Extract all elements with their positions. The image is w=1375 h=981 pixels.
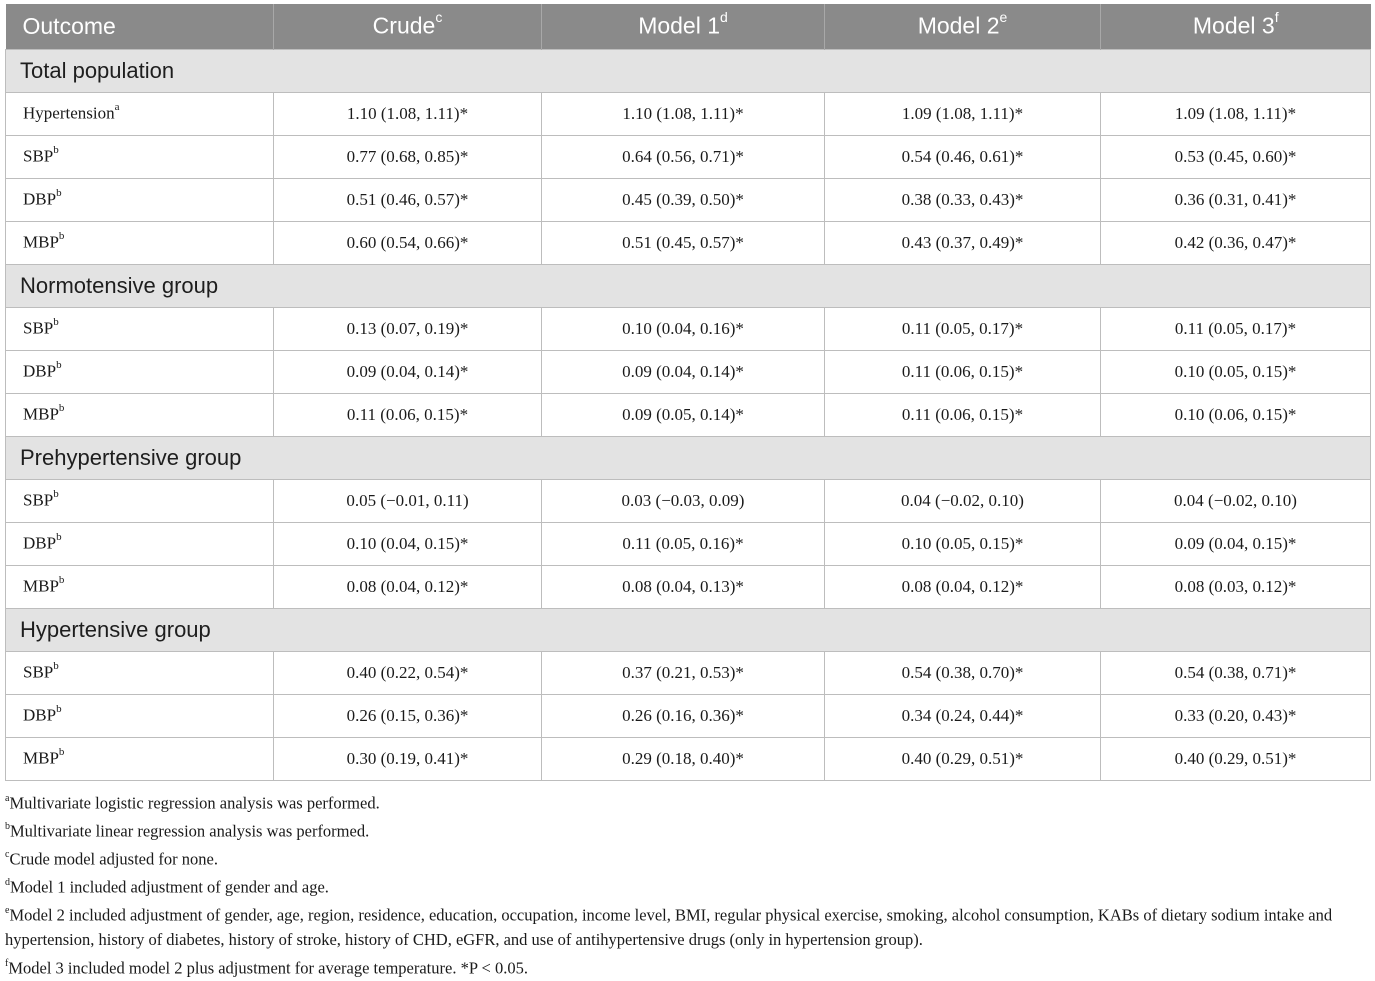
outcome-superscript: b: [58, 402, 65, 415]
value-cell: 0.05 (−0.01, 0.11): [274, 479, 542, 522]
outcome-name: SBP: [23, 662, 54, 682]
value-cell: 0.51 (0.45, 0.57)*: [542, 221, 825, 264]
value-cell: 0.08 (0.03, 0.12)*: [1101, 565, 1371, 608]
outcome-name: DBP: [23, 705, 57, 725]
table-row: [6, 135, 1371, 178]
table-row: [6, 479, 1371, 522]
outcome-superscript: b: [56, 359, 62, 372]
value-cell: 0.40 (0.22, 0.54)*: [274, 651, 542, 694]
footnote: [5, 816, 1370, 844]
value-cell: 0.33 (0.20, 0.43)*: [1101, 694, 1371, 737]
value-cell: 0.51 (0.46, 0.57)*: [274, 178, 542, 221]
value-cell: 0.10 (0.04, 0.16)*: [542, 307, 825, 350]
value-cell: 0.09 (0.05, 0.14)*: [542, 393, 825, 436]
value-cell: 0.09 (0.04, 0.14)*: [274, 350, 542, 393]
table-row: [6, 565, 1371, 608]
outcome-cell: [6, 522, 274, 565]
outcome-superscript: a: [114, 101, 120, 114]
outcome-cell: [6, 221, 274, 264]
footnote: [5, 844, 1370, 872]
outcome-cell: [6, 694, 274, 737]
table-row: [6, 350, 1371, 393]
outcome-name: DBP: [23, 361, 57, 381]
column-header-superscript: e: [999, 9, 1008, 26]
table-row: [6, 221, 1371, 264]
value-cell: 0.26 (0.15, 0.36)*: [274, 694, 542, 737]
outcome-superscript: b: [53, 488, 59, 501]
value-cell: 0.40 (0.29, 0.51)*: [1101, 737, 1371, 780]
group-title: Total population: [6, 49, 1371, 92]
outcome-superscript: b: [53, 316, 59, 329]
value-cell: 0.11 (0.06, 0.15)*: [825, 393, 1101, 436]
outcome-cell: [6, 565, 274, 608]
outcome-name: DBP: [23, 189, 57, 209]
outcome-name: MBP: [23, 404, 59, 424]
footnote-text: Model 2 included adjustment of gender, age, region, residence, education, occupation, income level, BMI, regular physical exercise, smoking, alcohol consumption, KABs of dietary sodium intake and hypertension, history of diabetes, history of stroke, history of CHD, eGFR, and use of antihypertensive drugs (only in hypertension group).: [5, 905, 1333, 949]
outcome-superscript: b: [58, 574, 65, 587]
outcome-cell: [6, 651, 274, 694]
footnote-marker: c: [5, 849, 10, 860]
value-cell: 0.53 (0.45, 0.60)*: [1101, 135, 1371, 178]
value-cell: 0.54 (0.46, 0.61)*: [825, 135, 1101, 178]
footnote-text: Multivariate linear regression analysis was performed.: [10, 821, 370, 841]
value-cell: 0.45 (0.39, 0.50)*: [542, 178, 825, 221]
column-header-outcome: [6, 4, 274, 49]
group-header-row: [6, 608, 1371, 651]
footnote-marker: f: [5, 957, 9, 969]
value-cell: 1.10 (1.08, 1.11)*: [274, 92, 542, 135]
value-cell: 0.03 (−0.03, 0.09): [542, 479, 825, 522]
outcome-name: DBP: [23, 533, 57, 553]
column-header-superscript: f: [1274, 9, 1279, 26]
table-header: [6, 4, 1371, 49]
table-row: [6, 393, 1371, 436]
value-cell: 0.10 (0.05, 0.15)*: [1101, 350, 1371, 393]
value-cell: 0.11 (0.06, 0.15)*: [274, 393, 542, 436]
outcome-name: MBP: [23, 748, 59, 768]
value-cell: 0.09 (0.04, 0.15)*: [1101, 522, 1371, 565]
value-cell: 0.54 (0.38, 0.71)*: [1101, 651, 1371, 694]
column-header-superscript: c: [435, 9, 443, 26]
value-cell: 0.04 (−0.02, 0.10): [825, 479, 1101, 522]
value-cell: 1.10 (1.08, 1.11)*: [542, 92, 825, 135]
column-header-crude: [274, 4, 542, 49]
value-cell: 0.13 (0.07, 0.19)*: [274, 307, 542, 350]
outcome-name: SBP: [23, 318, 54, 338]
group-title: Prehypertensive group: [6, 436, 1371, 479]
column-header-label: Model 2: [917, 13, 1000, 40]
outcome-superscript: b: [56, 187, 62, 200]
footnote-text: Model 3 included model 2 plus adjustment for average temperature. *P < 0.05.: [8, 958, 528, 977]
column-header-model-1: [542, 4, 825, 49]
outcome-superscript: b: [53, 144, 59, 157]
table-row: [6, 307, 1371, 350]
outcome-cell: [6, 737, 274, 780]
value-cell: 0.38 (0.33, 0.43)*: [825, 178, 1101, 221]
value-cell: 0.43 (0.37, 0.49)*: [825, 221, 1101, 264]
outcome-cell: [6, 92, 274, 135]
group-header-row: [6, 436, 1371, 479]
outcome-superscript: b: [58, 230, 65, 243]
table-row: [6, 178, 1371, 221]
outcome-cell: [6, 479, 274, 522]
value-cell: 0.60 (0.54, 0.66)*: [274, 221, 542, 264]
value-cell: 0.77 (0.68, 0.85)*: [274, 135, 542, 178]
value-cell: 0.08 (0.04, 0.12)*: [825, 565, 1101, 608]
table-body: [6, 49, 1371, 780]
outcome-cell: [6, 178, 274, 221]
value-cell: 0.36 (0.31, 0.41)*: [1101, 178, 1371, 221]
outcome-name: SBP: [23, 146, 54, 166]
footnote-marker: e: [5, 905, 10, 916]
group-header-row: [6, 264, 1371, 307]
footnote-text: Model 1 included adjustment of gender and age.: [10, 877, 329, 897]
header-row: [6, 4, 1371, 49]
table-row: [6, 651, 1371, 694]
outcome-name: MBP: [23, 576, 59, 596]
value-cell: 0.04 (−0.02, 0.10): [1101, 479, 1371, 522]
value-cell: 1.09 (1.08, 1.11)*: [825, 92, 1101, 135]
column-header-label: Model 1: [638, 13, 721, 40]
value-cell: 0.37 (0.21, 0.53)*: [542, 651, 825, 694]
group-title: Hypertensive group: [6, 608, 1371, 651]
outcome-cell: [6, 393, 274, 436]
value-cell: 0.08 (0.04, 0.12)*: [274, 565, 542, 608]
value-cell: 0.26 (0.16, 0.36)*: [542, 694, 825, 737]
value-cell: 0.09 (0.04, 0.14)*: [542, 350, 825, 393]
group-title: Normotensive group: [6, 264, 1371, 307]
footnotes: [5, 788, 1370, 981]
column-header-model-3: [1101, 4, 1371, 49]
value-cell: 0.64 (0.56, 0.71)*: [542, 135, 825, 178]
value-cell: 0.11 (0.05, 0.17)*: [825, 307, 1101, 350]
column-header-superscript: d: [720, 9, 728, 26]
footnote-text: Crude model adjusted for none.: [9, 849, 218, 869]
outcome-cell: [6, 350, 274, 393]
value-cell: 0.54 (0.38, 0.70)*: [825, 651, 1101, 694]
value-cell: 0.11 (0.06, 0.15)*: [825, 350, 1101, 393]
table-row: [6, 92, 1371, 135]
value-cell: 0.10 (0.06, 0.15)*: [1101, 393, 1371, 436]
value-cell: 0.11 (0.05, 0.16)*: [542, 522, 825, 565]
outcome-cell: [6, 135, 274, 178]
footnote: [5, 872, 1370, 900]
outcome-superscript: b: [56, 703, 62, 716]
value-cell: 0.40 (0.29, 0.51)*: [825, 737, 1101, 780]
table-row: [6, 694, 1371, 737]
footnote-marker: b: [5, 821, 10, 832]
table-row: [6, 737, 1371, 780]
footnote-text: Multivariate logistic regression analysis was performed.: [9, 793, 380, 813]
outcome-superscript: b: [58, 746, 65, 759]
footnote: [5, 900, 1370, 953]
outcome-name: MBP: [23, 232, 59, 252]
footnote-marker: a: [5, 793, 10, 804]
outcome-cell: [6, 307, 274, 350]
value-cell: 0.10 (0.04, 0.15)*: [274, 522, 542, 565]
outcome-superscript: b: [56, 531, 62, 544]
footnote-marker: d: [5, 877, 10, 888]
group-header-row: [6, 49, 1371, 92]
value-cell: 0.08 (0.04, 0.13)*: [542, 565, 825, 608]
footnote: [5, 953, 1370, 981]
outcome-name: SBP: [23, 490, 54, 510]
value-cell: 0.42 (0.36, 0.47)*: [1101, 221, 1371, 264]
table-row: [6, 522, 1371, 565]
value-cell: 0.34 (0.24, 0.44)*: [825, 694, 1101, 737]
column-header-model-2: [825, 4, 1101, 49]
column-header-label: Crude: [372, 13, 436, 40]
column-header-label: Outcome: [22, 12, 116, 39]
value-cell: 1.09 (1.08, 1.11)*: [1101, 92, 1371, 135]
value-cell: 0.29 (0.18, 0.40)*: [542, 737, 825, 780]
value-cell: 0.11 (0.05, 0.17)*: [1101, 307, 1371, 350]
value-cell: 0.10 (0.05, 0.15)*: [825, 522, 1101, 565]
footnote: [5, 788, 1370, 816]
column-header-label: Model 3: [1192, 13, 1275, 40]
results-table: [5, 4, 1371, 781]
value-cell: 0.30 (0.19, 0.41)*: [274, 737, 542, 780]
outcome-name: Hypertension: [23, 103, 115, 123]
outcome-superscript: b: [53, 660, 59, 673]
results-table-container: [5, 4, 1370, 781]
